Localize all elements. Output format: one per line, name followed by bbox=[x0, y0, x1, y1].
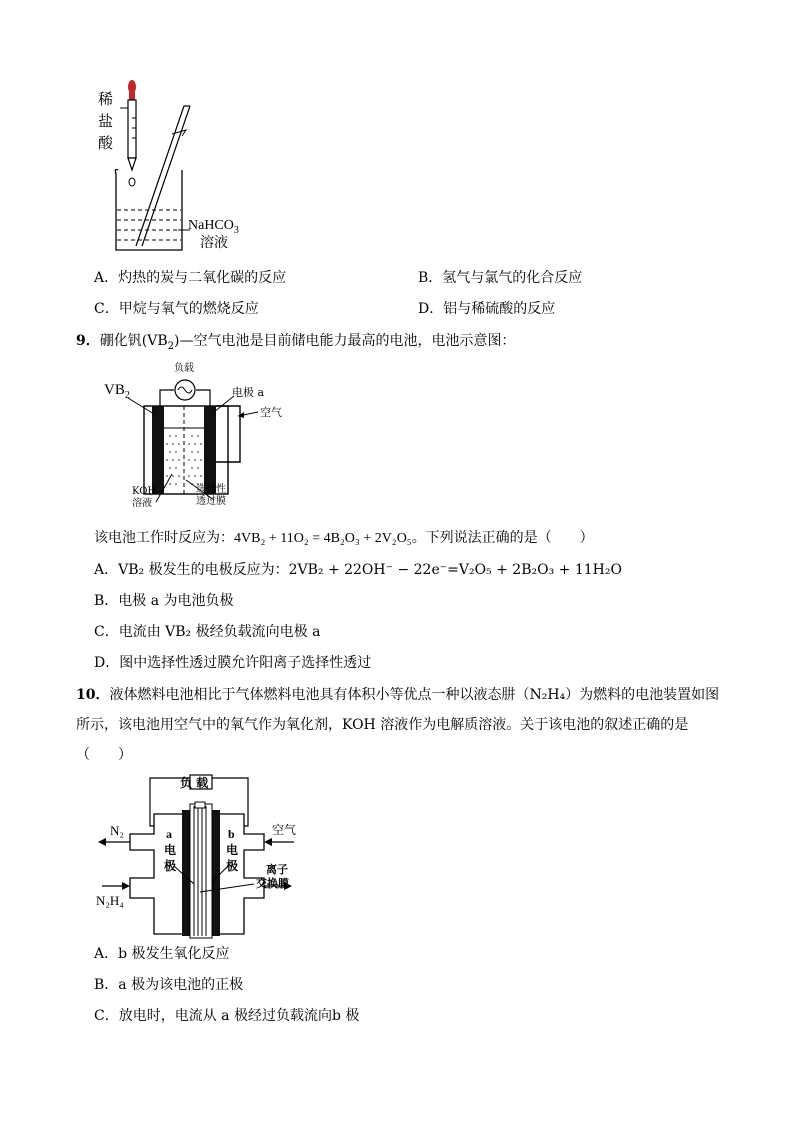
electrode-a-label: 电极 a bbox=[232, 386, 265, 399]
q10-stem-1: 液体燃料电池相比于气体燃料电池具有体积小等优点一种以液态肼（N₂H₄）为燃料的电池装置如图 bbox=[109, 687, 720, 703]
q9-stem-a: 硼化钒(VB bbox=[99, 333, 168, 349]
q10-number: 10． bbox=[76, 687, 110, 703]
q10-option-c: C．放电时，电流从 a 极经过负载流向b 极 bbox=[94, 1008, 360, 1024]
acid-label-2: 盐 bbox=[98, 114, 114, 130]
figure-hydrazine-cell bbox=[94, 774, 304, 940]
q10-option-a: A．b 极发生氧化反应 bbox=[94, 946, 230, 962]
q10-option-b: B．a 极为该电池的正极 bbox=[94, 977, 244, 993]
membrane-label-1: 选择性 bbox=[196, 484, 226, 495]
q10-stem-line-1 bbox=[76, 685, 719, 705]
q8-option-b: B．氢气与氯气的化合反应 bbox=[418, 270, 583, 286]
q9-option-d: D．图中选择性透过膜允许阳离子选择性透过 bbox=[94, 655, 372, 671]
vb2-label-main: VB bbox=[104, 382, 125, 398]
q9-stem bbox=[76, 331, 515, 357]
q8-option-d: D．铝与稀硫酸的反应 bbox=[418, 301, 556, 317]
q9-reaction bbox=[94, 528, 594, 549]
electrode-a-3: 极 bbox=[164, 859, 177, 873]
q10-stem-line-3: （ ） bbox=[76, 747, 132, 763]
electrode-a-2: 电 bbox=[164, 843, 177, 857]
solution-label-text: 溶液 bbox=[200, 236, 228, 251]
air-label: 空气 bbox=[260, 406, 282, 419]
acid-label-1: 稀 bbox=[98, 92, 114, 108]
q9-reaction-prefix: 该电池工作时反应为： bbox=[94, 530, 234, 546]
koh-label-1: KOH bbox=[132, 486, 157, 497]
electrode-b-2: 电 bbox=[226, 843, 239, 857]
q10-air-label: 空气 bbox=[272, 823, 297, 837]
q8-option-c: C．甲烷与氧气的燃烧反应 bbox=[94, 301, 259, 317]
n2-label: N₂ bbox=[110, 823, 124, 838]
membrane-label-2: 透过膜 bbox=[196, 496, 226, 507]
electrode-b-3: 极 bbox=[226, 859, 239, 873]
q9-stem-sub: 2 bbox=[167, 340, 174, 352]
solution-formula-main: NaHCO bbox=[188, 218, 234, 233]
ion-membrane-label-1: 离子 bbox=[266, 863, 288, 876]
q9-number: 9． bbox=[76, 333, 100, 349]
acid-label-3: 酸 bbox=[98, 136, 114, 152]
q9-load-label: 负载 bbox=[174, 363, 194, 374]
q8-option-a: A．灼热的炭与二氧化碳的反应 bbox=[94, 270, 287, 286]
n2h4-label: N₂H₄ bbox=[96, 893, 124, 908]
electrode-b-1: b bbox=[228, 827, 235, 841]
q9-option-b: B．电极 a 为电池负极 bbox=[94, 593, 234, 609]
q9-option-a: A．VB₂ 极发生的电极反应为：2VB₂ + 22OH⁻ − 22e⁻=V₂O₅ + 2B₂O₃ + 11H₂O bbox=[94, 562, 622, 578]
solution-formula-sub: 3 bbox=[233, 224, 239, 236]
electrode-a-1: a bbox=[166, 827, 172, 841]
q9-reaction-equation: 4VB₂ + 11O₂ = 4B₂O₃ + 2V₂O₅ bbox=[234, 531, 412, 546]
hydrazine-cell-diagram bbox=[94, 774, 304, 940]
ion-membrane-label-2: 交换膜 bbox=[256, 877, 289, 890]
q9-stem-b: )—空气电池是目前储电能力最高的电池，电池示意图： bbox=[174, 333, 516, 349]
q9-reaction-suffix: 。下列说法正确的是（ ） bbox=[411, 530, 594, 546]
koh-label-2: 溶液 bbox=[132, 498, 152, 509]
vb2-label bbox=[104, 380, 130, 406]
q9-option-c: C．电流由 VB₂ 极经负载流向电极 a bbox=[94, 624, 321, 640]
q10-stem-line-2: 所示，该电池用空气中的氧气作为氧化剂，KOH 溶液作为电解质溶液。关于该电池的叙述正确的是 bbox=[76, 717, 689, 733]
vb2-label-sub: 2 bbox=[124, 390, 130, 401]
q10-load-label: 负 载 bbox=[180, 776, 209, 790]
